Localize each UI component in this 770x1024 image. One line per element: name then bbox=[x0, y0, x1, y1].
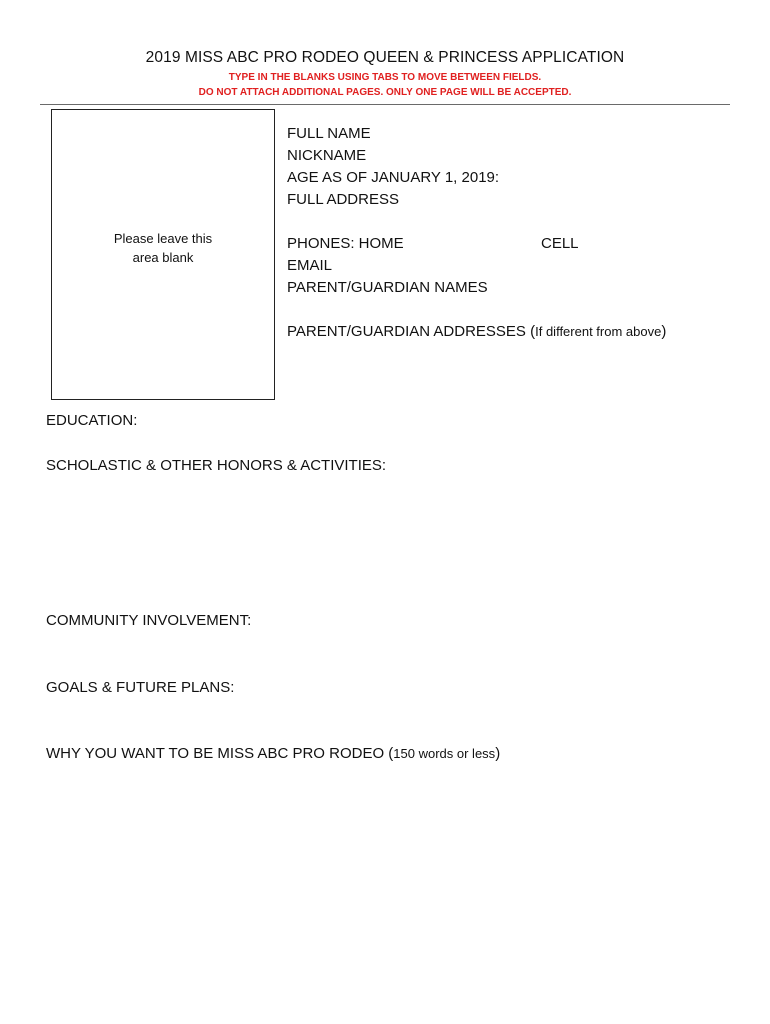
why-note: 150 words or less bbox=[393, 746, 496, 761]
header-divider bbox=[40, 104, 730, 105]
community-label: COMMUNITY INVOLVEMENT: bbox=[46, 612, 252, 629]
cell-phone-input[interactable] bbox=[580, 235, 738, 253]
email-input[interactable] bbox=[338, 257, 738, 275]
photo-area-note bbox=[52, 229, 274, 267]
why-label bbox=[46, 745, 500, 763]
full-name-label: FULL NAME bbox=[287, 125, 371, 142]
email-label: EMAIL bbox=[287, 257, 333, 274]
parent-addresses-note: If different from above bbox=[535, 324, 662, 339]
photo-area bbox=[51, 109, 275, 400]
phones-home-label: PHONES: HOME bbox=[287, 235, 404, 252]
why-text: WHY YOU WANT TO BE MISS ABC PRO RODEO ( bbox=[46, 745, 394, 762]
parent-addresses-text: PARENT/GUARDIAN ADDRESSES ( bbox=[287, 323, 536, 340]
community-input[interactable] bbox=[46, 635, 738, 671]
nickname-label: NICKNAME bbox=[287, 147, 367, 164]
form-title: 2019 MISS ABC PRO RODEO QUEEN & PRINCESS APPLICATION bbox=[145, 49, 625, 66]
age-input[interactable] bbox=[500, 169, 738, 187]
nickname-input[interactable] bbox=[372, 147, 738, 165]
photo-note-line-2: area blank bbox=[132, 250, 194, 265]
full-address-input[interactable] bbox=[396, 191, 738, 209]
instructions-line-2: DO NOT ATTACH ADDITIONAL PAGES. ONLY ONE PAGE WILL BE ACCEPTED. bbox=[198, 87, 572, 98]
full-name-input[interactable] bbox=[378, 125, 738, 143]
instructions-line-1: TYPE IN THE BLANKS USING TABS TO MOVE BETWEEN FIELDS. bbox=[228, 72, 542, 83]
parent-addresses-label bbox=[287, 323, 666, 341]
parent-names-input[interactable] bbox=[492, 279, 738, 297]
parent-addresses-input[interactable] bbox=[287, 345, 738, 363]
honors-input[interactable] bbox=[46, 480, 738, 600]
goals-input[interactable] bbox=[46, 702, 738, 736]
education-label: EDUCATION: bbox=[46, 412, 138, 429]
full-address-label: FULL ADDRESS bbox=[287, 191, 399, 208]
education-input[interactable] bbox=[140, 412, 738, 430]
parent-names-label: PARENT/GUARDIAN NAMES bbox=[287, 279, 488, 296]
parent-addresses-close: ) bbox=[661, 323, 667, 340]
cell-label: CELL bbox=[541, 235, 579, 252]
photo-note-line-1: Please leave this bbox=[113, 231, 213, 246]
goals-label: GOALS & FUTURE PLANS: bbox=[46, 679, 235, 696]
why-close: ) bbox=[495, 745, 501, 762]
age-label: AGE AS OF JANUARY 1, 2019: bbox=[287, 169, 500, 186]
why-input[interactable] bbox=[46, 770, 738, 990]
honors-label: SCHOLASTIC & OTHER HONORS & ACTIVITIES: bbox=[46, 457, 387, 474]
home-phone-input[interactable] bbox=[410, 235, 535, 253]
